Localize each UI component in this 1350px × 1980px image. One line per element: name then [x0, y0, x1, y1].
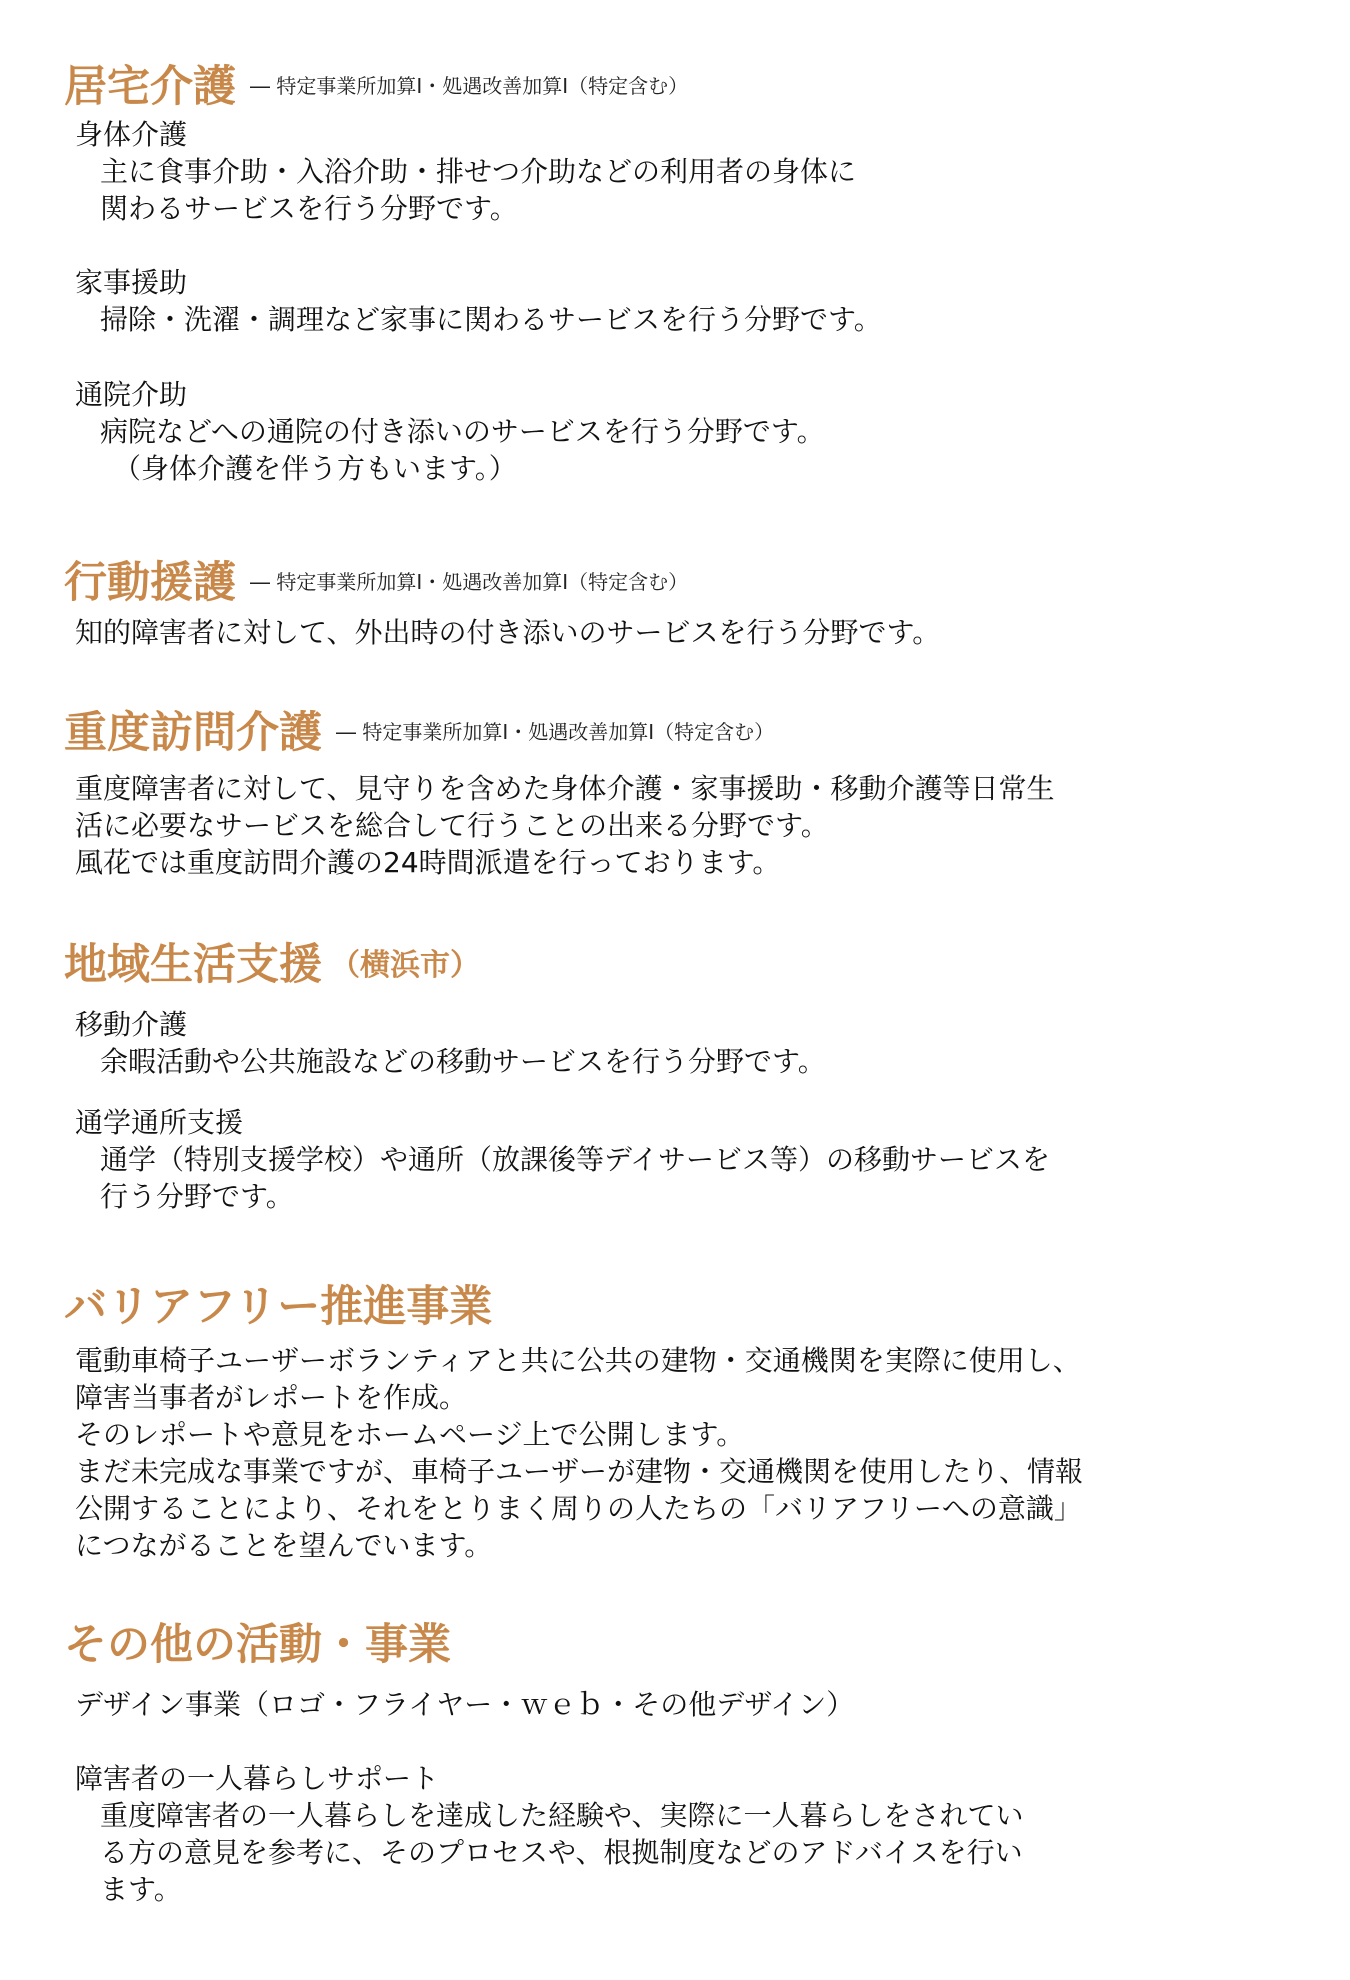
item-shintai	[75, 116, 856, 227]
item-heading: 障害者の一人暮らしサポート	[75, 1762, 440, 1795]
section-note: ― 特定事業所加算Ⅰ・処遇改善加算Ⅰ（特定含む）	[250, 570, 689, 594]
item-line: 行う分野です。	[100, 1180, 294, 1213]
body-line: 活に必要なサービスを総合して行うことの出来る分野です。	[75, 809, 829, 842]
section-note: ― 特定事業所加算Ⅰ・処遇改善加算Ⅰ（特定含む）	[336, 720, 775, 744]
section-note: ― 特定事業所加算Ⅰ・処遇改善加算Ⅰ（特定含む）	[250, 74, 689, 98]
item-line: （身体介護を伴う方もいます。）	[113, 452, 517, 485]
item-line: る方の意見を参考に、そのプロセスや、根拠制度などのアドバイスを行い	[100, 1836, 1023, 1869]
item-heading: 通学通所支援	[75, 1106, 244, 1139]
item-line: 病院などへの通院の付き添いのサービスを行う分野です。	[100, 415, 825, 448]
item-line: 掃除・洗濯・調理など家事に関わるサービスを行う分野です。	[100, 303, 882, 336]
section-body-kodo	[75, 614, 940, 651]
item-line: 余暇活動や公共施設などの移動サービスを行う分野です。	[100, 1045, 826, 1078]
section-title-text: 行動援護	[64, 558, 236, 608]
section-title-text: その他の活動・事業	[64, 1620, 451, 1670]
body-line: 重度障害者に対して、見守りを含めた身体介護・家事援助・移動介護等日常生	[75, 772, 1055, 805]
item-hitorigurashi	[75, 1760, 1023, 1908]
section-title-barrier	[64, 1282, 493, 1332]
section-body-judo	[75, 770, 1054, 881]
section-title-text: 居宅介護	[64, 62, 236, 112]
section-title-judo	[64, 708, 775, 758]
item-line: 重度障害者の一人暮らしを達成した経験や、実際に一人暮らしをされてい	[100, 1799, 1024, 1832]
body-line: 電動車椅子ユーザーボランティアと共に公共の建物・交通機関を実際に使用し、	[75, 1344, 1081, 1377]
body-line: 風花では重度訪問介護の24時間派遣を行っております。	[75, 846, 781, 879]
section-title-text: 重度訪問介護	[64, 708, 322, 758]
body-line: につながることを望んでいます。	[75, 1529, 493, 1562]
item-line: 主に食事介助・入浴介助・排せつ介助などの利用者の身体に	[100, 155, 857, 188]
item-design	[75, 1686, 854, 1723]
item-heading: 身体介護	[75, 118, 188, 151]
section-title-text: 地域生活支援	[64, 940, 322, 990]
section-title-kyotaku	[64, 62, 689, 112]
item-tsugaku	[75, 1104, 1050, 1215]
item-line: ます。	[100, 1873, 182, 1906]
section-title-chiiki	[64, 940, 480, 990]
section-title-other	[64, 1620, 451, 1670]
body-line: 公開することにより、それをとりまく周りの人たちの「バリアフリーへの意識」	[75, 1492, 1082, 1525]
item-heading: 家事援助	[75, 266, 188, 299]
body-line: 障害当事者がレポートを作成。	[75, 1381, 468, 1414]
item-ido	[75, 1006, 826, 1080]
section-title-text: バリアフリー推進事業	[64, 1282, 493, 1332]
body-line: 知的障害者に対して、外出時の付き添いのサービスを行う分野です。	[75, 616, 941, 649]
item-line: 関わるサービスを行う分野です。	[100, 192, 518, 225]
item-heading: デザイン事業（ロゴ・フライヤー・ｗｅｂ・その他デザイン）	[75, 1688, 855, 1721]
item-tsuin	[75, 376, 825, 487]
section-title-kodo	[64, 558, 689, 608]
section-note: （横浜市）	[330, 948, 480, 983]
section-body-barrier	[75, 1342, 1083, 1564]
item-heading: 通院介助	[75, 378, 188, 411]
item-line: 通学（特別支援学校）や通所（放課後等デイサービス等）の移動サービスを	[100, 1143, 1051, 1176]
item-kaji	[75, 264, 882, 338]
body-line: そのレポートや意見をホームページ上で公開します。	[75, 1418, 745, 1451]
body-line: まだ未完成な事業ですが、車椅子ユーザーが建物・交通機関を使用したり、情報	[75, 1455, 1084, 1488]
item-heading: 移動介護	[75, 1008, 188, 1041]
